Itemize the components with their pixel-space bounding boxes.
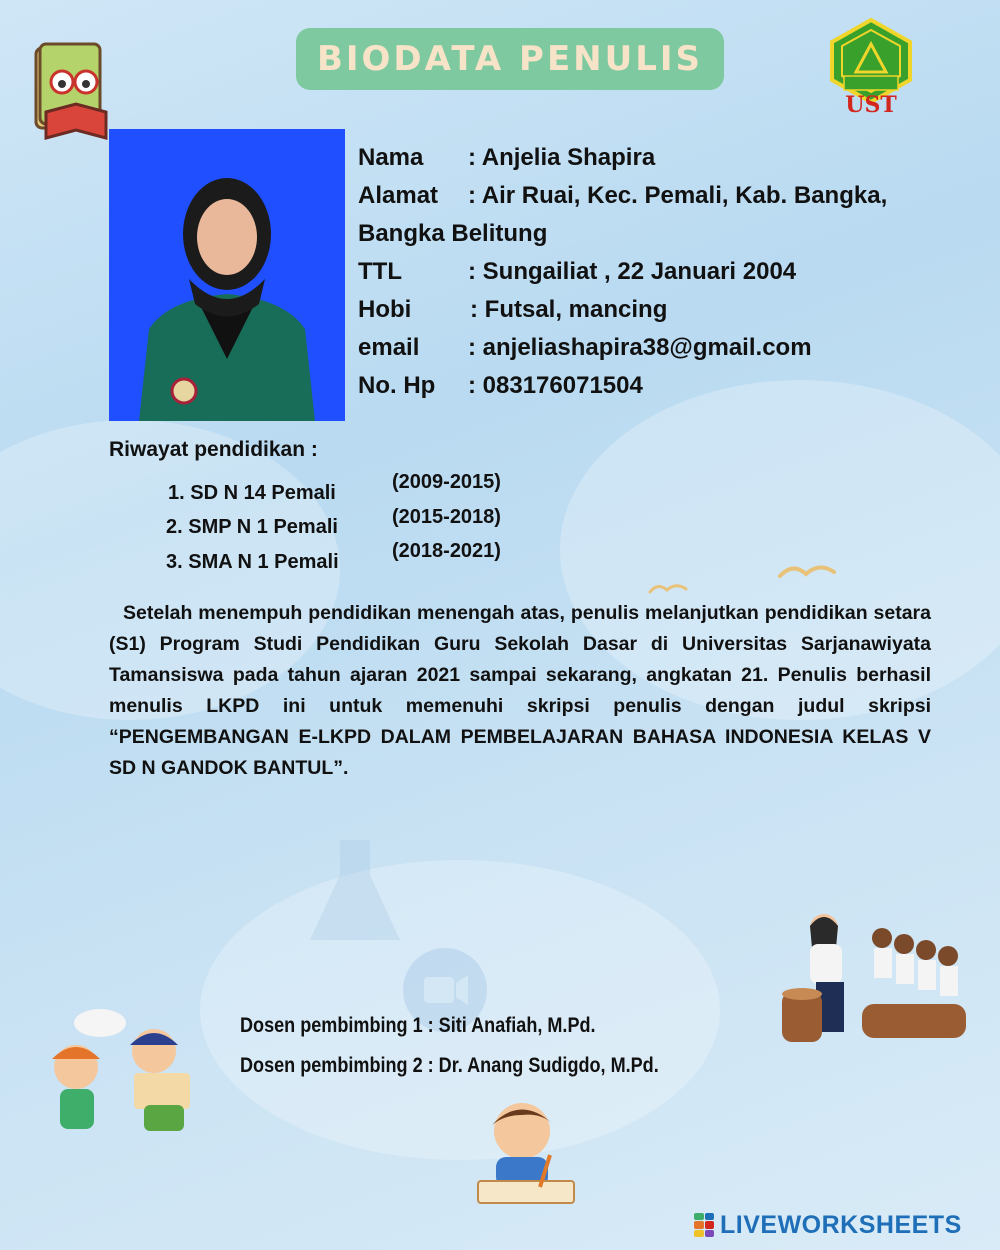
- education-years: (2015-2018): [392, 506, 501, 528]
- bio-label: No. Hp: [358, 372, 436, 399]
- education-heading: Riwayat pendidikan :: [109, 438, 318, 461]
- bio-label: Alamat: [358, 182, 439, 209]
- bio-value: : 083176071504: [468, 372, 643, 399]
- bio-value: : Futsal, mancing: [470, 296, 668, 323]
- bio-value: : Sungailiat , 22 Januari 2004: [468, 258, 797, 285]
- boy-writing-illustration: [470, 1095, 580, 1210]
- bio-label: email: [358, 334, 420, 361]
- liveworksheets-brand: [694, 1210, 962, 1240]
- education-item: 2. SMP N 1 Pemali: [166, 516, 338, 538]
- bio-value: : Anjelia Shapira: [468, 144, 656, 171]
- education-item: 3. SMA N 1 Pemali: [166, 551, 339, 573]
- kids-illustration: [36, 1005, 206, 1140]
- bio-label: TTL: [358, 258, 402, 285]
- bio-label: Hobi: [358, 296, 412, 323]
- description-paragraph: Setelah menempuh pendidikan menengah atas, penulis melanjutkan pendidikan setara (S1) Program Studi Pendidikan Guru Sekolah Dasar di Universitas Sarjanawiyata Tamansiswa pada tahun ajaran 2021 sampai sekarang, angkatan 21. Penulis berhasil menulis LKPD ini untuk memenuhi skripsi penulis dengan judul skripsi “PENGEMBANGAN E-LKPD DALAM PEMBELAJARAN BAHASA INDONESIA KELAS V SD N GANDOK BANTUL”.: [109, 602, 931, 779]
- supervisor-1: Dosen pembimbing 1 : Siti Anafiah, M.Pd.: [240, 1014, 596, 1037]
- author-photo: [109, 129, 345, 421]
- teacher-students-illustration: [776, 908, 976, 1058]
- supervisor-2: Dosen pembimbing 2 : Dr. Anang Sudigdo, M.Pd.: [240, 1054, 659, 1077]
- bird-icon: [648, 580, 688, 598]
- bird-icon: [778, 560, 838, 584]
- education-item: 1. SD N 14 Pemali: [168, 482, 336, 504]
- education-years: (2018-2021): [392, 540, 501, 562]
- flask-icon: [300, 830, 410, 950]
- bio-label: Nama: [358, 144, 424, 171]
- liveworksheets-logo-icon: [694, 1213, 714, 1237]
- education-years: (2009-2015): [392, 471, 501, 493]
- bio-value: : anjeliashapira38@gmail.com: [468, 334, 812, 361]
- logo-text: UST: [845, 92, 897, 118]
- bio-value: Bangka Belitung: [358, 220, 548, 247]
- bio-value: : Air Ruai, Kec. Pemali, Kab. Bangka,: [468, 182, 888, 209]
- liveworksheets-text: LIVEWORKSHEETS: [720, 1210, 962, 1239]
- page-title: BIODATA PENULIS: [316, 39, 704, 79]
- page-title-banner: [296, 28, 724, 90]
